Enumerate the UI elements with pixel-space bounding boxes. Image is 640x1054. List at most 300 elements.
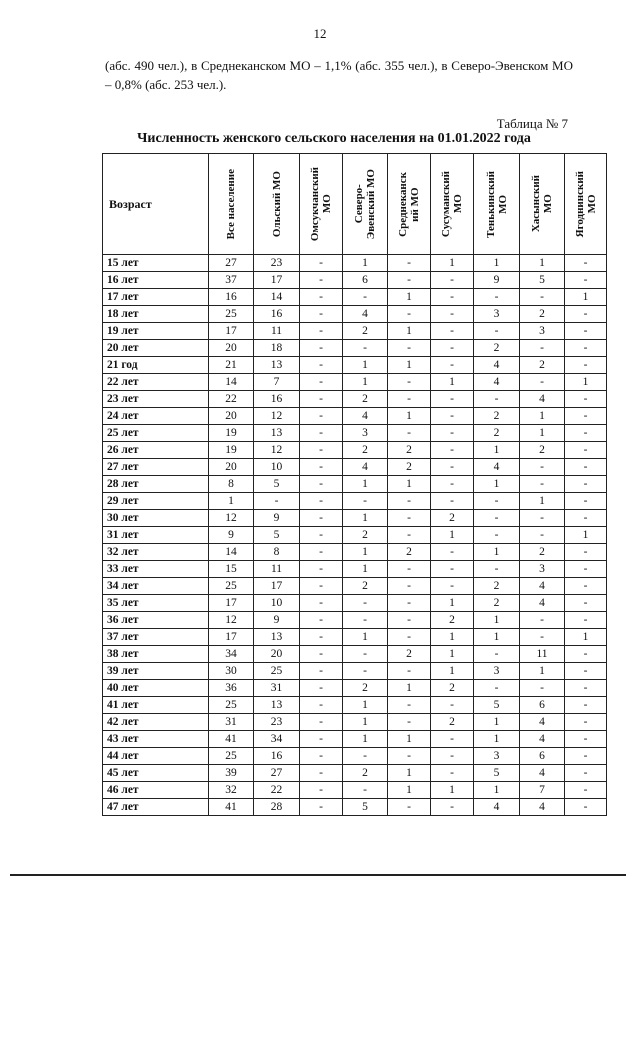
value-cell: 25 — [209, 578, 254, 595]
value-cell: - — [300, 629, 343, 646]
value-cell: - — [388, 527, 431, 544]
value-cell: 17 — [254, 578, 300, 595]
value-cell: 1 — [388, 731, 431, 748]
age-cell: 32 лет — [103, 544, 209, 561]
value-cell: - — [474, 289, 520, 306]
age-cell: 46 лет — [103, 782, 209, 799]
value-cell: - — [343, 340, 388, 357]
value-cell: - — [565, 306, 607, 323]
table-row — [103, 527, 607, 544]
value-cell: 22 — [254, 782, 300, 799]
value-cell: 25 — [209, 697, 254, 714]
value-cell: 1 — [388, 476, 431, 493]
value-cell: 3 — [474, 663, 520, 680]
value-cell: - — [565, 357, 607, 374]
table-row — [103, 663, 607, 680]
value-cell: - — [300, 357, 343, 374]
value-cell: - — [431, 289, 474, 306]
value-cell: 1 — [343, 374, 388, 391]
table-row — [103, 255, 607, 272]
value-cell: - — [565, 578, 607, 595]
value-cell: - — [565, 799, 607, 816]
value-cell: 17 — [209, 595, 254, 612]
value-cell: - — [388, 663, 431, 680]
age-cell: 18 лет — [103, 306, 209, 323]
value-cell: 1 — [474, 782, 520, 799]
value-cell: 11 — [254, 561, 300, 578]
value-cell: 2 — [431, 680, 474, 697]
value-cell: - — [388, 578, 431, 595]
value-cell: - — [565, 510, 607, 527]
value-cell: 1 — [431, 646, 474, 663]
value-cell: - — [343, 663, 388, 680]
value-cell: 1 — [565, 289, 607, 306]
value-cell: 2 — [520, 544, 565, 561]
population-table — [102, 153, 607, 816]
value-cell: 36 — [209, 680, 254, 697]
table-row — [103, 714, 607, 731]
value-cell: 1 — [474, 544, 520, 561]
value-cell: 4 — [474, 374, 520, 391]
value-cell: - — [300, 323, 343, 340]
value-cell: 20 — [209, 340, 254, 357]
value-cell: - — [388, 748, 431, 765]
value-cell: 16 — [254, 306, 300, 323]
value-cell: 13 — [254, 697, 300, 714]
value-cell: 16 — [254, 391, 300, 408]
value-cell: - — [300, 697, 343, 714]
value-cell: 28 — [254, 799, 300, 816]
value-cell: - — [431, 357, 474, 374]
value-cell: 14 — [209, 544, 254, 561]
value-cell: - — [300, 612, 343, 629]
value-cell: - — [388, 272, 431, 289]
value-cell: 3 — [474, 748, 520, 765]
value-cell: - — [520, 527, 565, 544]
column-header-olsky: Ольский МО — [254, 154, 300, 255]
age-cell: 17 лет — [103, 289, 209, 306]
value-cell: 1 — [474, 476, 520, 493]
value-cell: 9 — [209, 527, 254, 544]
table-row — [103, 323, 607, 340]
value-cell: 12 — [254, 408, 300, 425]
column-header-tenkinsky: Тенькинский МО — [474, 154, 520, 255]
value-cell: 12 — [254, 442, 300, 459]
table-body — [103, 255, 607, 816]
value-cell: - — [431, 731, 474, 748]
value-cell: - — [300, 391, 343, 408]
value-cell: - — [431, 391, 474, 408]
age-cell: 44 лет — [103, 748, 209, 765]
value-cell: 2 — [431, 612, 474, 629]
age-cell: 25 лет — [103, 425, 209, 442]
value-cell: - — [300, 765, 343, 782]
value-cell: - — [565, 595, 607, 612]
value-cell: 20 — [254, 646, 300, 663]
column-header-age: Возраст — [103, 154, 209, 255]
value-cell: - — [343, 646, 388, 663]
value-cell: 5 — [474, 765, 520, 782]
age-cell: 26 лет — [103, 442, 209, 459]
value-cell: 1 — [565, 527, 607, 544]
age-cell: 21 год — [103, 357, 209, 374]
value-cell: 41 — [209, 731, 254, 748]
value-cell: 1 — [388, 357, 431, 374]
value-cell: 2 — [431, 714, 474, 731]
body-paragraph: (абс. 490 чел.), в Среднеканском МО – 1,1% (абс. 355 чел.), в Северо-Эвенском МО – 0,8% (абс. 253 чел.). — [105, 58, 573, 92]
value-cell: - — [474, 680, 520, 697]
value-cell: - — [565, 731, 607, 748]
value-cell: 1 — [343, 561, 388, 578]
value-cell: - — [343, 289, 388, 306]
value-cell: 32 — [209, 782, 254, 799]
value-cell: 1 — [520, 425, 565, 442]
age-cell: 45 лет — [103, 765, 209, 782]
value-cell: 5 — [343, 799, 388, 816]
table-row — [103, 340, 607, 357]
value-cell: 1 — [388, 289, 431, 306]
value-cell: 11 — [254, 323, 300, 340]
value-cell: 2 — [431, 510, 474, 527]
value-cell: 1 — [343, 255, 388, 272]
value-cell: 6 — [520, 697, 565, 714]
value-cell: - — [300, 561, 343, 578]
value-cell: - — [520, 680, 565, 697]
table-row — [103, 765, 607, 782]
value-cell: 2 — [343, 323, 388, 340]
table-row — [103, 408, 607, 425]
value-cell: 17 — [209, 323, 254, 340]
value-cell: 34 — [209, 646, 254, 663]
value-cell: 2 — [343, 765, 388, 782]
value-cell: - — [565, 663, 607, 680]
value-cell: - — [388, 612, 431, 629]
value-cell: - — [388, 714, 431, 731]
age-cell: 23 лет — [103, 391, 209, 408]
table-row — [103, 289, 607, 306]
age-cell: 36 лет — [103, 612, 209, 629]
value-cell: - — [565, 697, 607, 714]
value-cell: 1 — [565, 629, 607, 646]
value-cell: 2 — [343, 442, 388, 459]
table-row — [103, 493, 607, 510]
value-cell: 41 — [209, 799, 254, 816]
value-cell: 2 — [520, 357, 565, 374]
value-cell: - — [565, 748, 607, 765]
value-cell: 1 — [388, 765, 431, 782]
value-cell: - — [565, 255, 607, 272]
value-cell: 1 — [431, 782, 474, 799]
table-row — [103, 646, 607, 663]
value-cell: 1 — [520, 493, 565, 510]
value-cell: 17 — [254, 272, 300, 289]
value-cell: - — [300, 646, 343, 663]
value-cell: - — [565, 612, 607, 629]
value-cell: - — [388, 697, 431, 714]
value-cell: - — [431, 799, 474, 816]
value-cell: - — [431, 442, 474, 459]
table-header-row — [103, 154, 607, 255]
value-cell: - — [431, 765, 474, 782]
value-cell: - — [520, 289, 565, 306]
value-cell: - — [474, 323, 520, 340]
value-cell: - — [300, 663, 343, 680]
value-cell: - — [565, 765, 607, 782]
column-header-total: Все население — [209, 154, 254, 255]
value-cell: 3 — [474, 306, 520, 323]
value-cell: - — [300, 578, 343, 595]
age-cell: 39 лет — [103, 663, 209, 680]
value-cell: 27 — [254, 765, 300, 782]
value-cell: 27 — [209, 255, 254, 272]
column-header-yagodninsky: Ягоднинский МО — [565, 154, 607, 255]
value-cell: - — [520, 459, 565, 476]
value-cell: - — [431, 697, 474, 714]
value-cell: - — [474, 561, 520, 578]
value-cell: - — [565, 425, 607, 442]
age-cell: 20 лет — [103, 340, 209, 357]
value-cell: 25 — [209, 306, 254, 323]
value-cell: 2 — [388, 442, 431, 459]
value-cell: 9 — [254, 510, 300, 527]
value-cell: - — [300, 408, 343, 425]
table-row — [103, 782, 607, 799]
value-cell: 1 — [474, 731, 520, 748]
value-cell: - — [300, 272, 343, 289]
value-cell: 14 — [209, 374, 254, 391]
table-label: Таблица № 7 — [496, 116, 568, 131]
value-cell: 1 — [520, 408, 565, 425]
value-cell: 1 — [520, 255, 565, 272]
value-cell: 3 — [343, 425, 388, 442]
value-cell: - — [520, 629, 565, 646]
value-cell: - — [388, 595, 431, 612]
value-cell: 2 — [474, 578, 520, 595]
age-cell: 37 лет — [103, 629, 209, 646]
age-cell: 41 лет — [103, 697, 209, 714]
age-cell: 33 лет — [103, 561, 209, 578]
value-cell: - — [474, 646, 520, 663]
value-cell: 3 — [520, 323, 565, 340]
value-cell: - — [388, 799, 431, 816]
value-cell: - — [474, 391, 520, 408]
table-row — [103, 306, 607, 323]
value-cell: 2 — [343, 527, 388, 544]
age-cell: 42 лет — [103, 714, 209, 731]
table-row — [103, 629, 607, 646]
value-cell: 4 — [520, 595, 565, 612]
value-cell: - — [300, 595, 343, 612]
value-cell: 1 — [431, 595, 474, 612]
value-cell: 16 — [209, 289, 254, 306]
page-number: 12 — [313, 26, 327, 41]
value-cell: 4 — [343, 408, 388, 425]
value-cell: 1 — [431, 527, 474, 544]
value-cell: - — [388, 561, 431, 578]
value-cell: 1 — [343, 697, 388, 714]
age-cell: 29 лет — [103, 493, 209, 510]
age-cell: 22 лет — [103, 374, 209, 391]
age-cell: 27 лет — [103, 459, 209, 476]
value-cell: - — [388, 493, 431, 510]
value-cell: - — [565, 459, 607, 476]
table-row — [103, 578, 607, 595]
value-cell: 11 — [520, 646, 565, 663]
value-cell: 5 — [254, 476, 300, 493]
column-header-susumansky: Сусуманский МО — [431, 154, 474, 255]
table-row — [103, 544, 607, 561]
value-cell: 21 — [209, 357, 254, 374]
value-cell: 5 — [254, 527, 300, 544]
value-cell: 6 — [343, 272, 388, 289]
value-cell: 1 — [343, 714, 388, 731]
value-cell: 8 — [209, 476, 254, 493]
value-cell: 14 — [254, 289, 300, 306]
value-cell: 2 — [388, 544, 431, 561]
table-row — [103, 425, 607, 442]
value-cell: 1 — [431, 629, 474, 646]
value-cell: 4 — [520, 391, 565, 408]
value-cell: - — [300, 493, 343, 510]
value-cell: 4 — [474, 357, 520, 374]
value-cell: 18 — [254, 340, 300, 357]
value-cell: - — [343, 493, 388, 510]
table-row — [103, 459, 607, 476]
table-row — [103, 374, 607, 391]
value-cell: - — [520, 510, 565, 527]
value-cell: - — [254, 493, 300, 510]
table-row — [103, 476, 607, 493]
value-cell: 2 — [343, 391, 388, 408]
value-cell: 1 — [474, 612, 520, 629]
value-cell: - — [388, 510, 431, 527]
value-cell: 12 — [209, 510, 254, 527]
value-cell: - — [300, 680, 343, 697]
value-cell: 2 — [520, 306, 565, 323]
value-cell: - — [565, 442, 607, 459]
age-cell: 30 лет — [103, 510, 209, 527]
value-cell: 9 — [254, 612, 300, 629]
value-cell: 1 — [343, 629, 388, 646]
value-cell: 31 — [209, 714, 254, 731]
value-cell: 1 — [343, 544, 388, 561]
value-cell: 4 — [520, 765, 565, 782]
value-cell: - — [388, 255, 431, 272]
value-cell: 1 — [474, 255, 520, 272]
value-cell: 4 — [474, 459, 520, 476]
value-cell: - — [474, 510, 520, 527]
value-cell: 4 — [343, 459, 388, 476]
value-cell: 34 — [254, 731, 300, 748]
value-cell: 5 — [474, 697, 520, 714]
value-cell: - — [431, 306, 474, 323]
value-cell: 1 — [388, 323, 431, 340]
value-cell: - — [431, 272, 474, 289]
value-cell: 39 — [209, 765, 254, 782]
value-cell: 13 — [254, 357, 300, 374]
column-header-severo-evensky: Северо- Эвенский МО — [343, 154, 388, 255]
value-cell: - — [565, 646, 607, 663]
age-cell: 35 лет — [103, 595, 209, 612]
value-cell: 30 — [209, 663, 254, 680]
value-cell: 2 — [474, 425, 520, 442]
value-cell: 13 — [254, 425, 300, 442]
value-cell: - — [300, 799, 343, 816]
table-row — [103, 595, 607, 612]
value-cell: 2 — [520, 442, 565, 459]
value-cell: - — [388, 425, 431, 442]
value-cell: - — [565, 544, 607, 561]
value-cell: - — [300, 459, 343, 476]
value-cell: 4 — [520, 799, 565, 816]
value-cell: - — [300, 425, 343, 442]
value-cell: - — [300, 442, 343, 459]
value-cell: 2 — [474, 408, 520, 425]
age-cell: 38 лет — [103, 646, 209, 663]
table-title: Численность женского сельского населения на 01.01.2022 года — [137, 131, 531, 146]
value-cell: - — [431, 425, 474, 442]
value-cell: - — [565, 391, 607, 408]
value-cell: 1 — [520, 663, 565, 680]
age-cell: 31 лет — [103, 527, 209, 544]
table-row — [103, 561, 607, 578]
value-cell: - — [565, 408, 607, 425]
value-cell: - — [431, 323, 474, 340]
value-cell: - — [300, 748, 343, 765]
value-cell: - — [300, 731, 343, 748]
value-cell: - — [565, 493, 607, 510]
value-cell: 10 — [254, 595, 300, 612]
value-cell: 8 — [254, 544, 300, 561]
value-cell: - — [431, 459, 474, 476]
value-cell: 7 — [520, 782, 565, 799]
value-cell: 25 — [254, 663, 300, 680]
value-cell: 4 — [520, 714, 565, 731]
value-cell: - — [300, 374, 343, 391]
value-cell: - — [431, 561, 474, 578]
table-row — [103, 442, 607, 459]
value-cell: - — [431, 748, 474, 765]
value-cell: - — [388, 391, 431, 408]
value-cell: 9 — [474, 272, 520, 289]
value-cell: 17 — [209, 629, 254, 646]
value-cell: 23 — [254, 255, 300, 272]
value-cell: - — [300, 255, 343, 272]
value-cell: - — [300, 340, 343, 357]
value-cell: 5 — [520, 272, 565, 289]
age-cell: 47 лет — [103, 799, 209, 816]
value-cell: - — [520, 476, 565, 493]
table-row — [103, 799, 607, 816]
value-cell: - — [474, 527, 520, 544]
value-cell: 37 — [209, 272, 254, 289]
value-cell: - — [300, 306, 343, 323]
value-cell: - — [343, 782, 388, 799]
value-cell: - — [388, 306, 431, 323]
value-cell: - — [520, 612, 565, 629]
column-header-srednekansky: Среднеканск ий МО — [388, 154, 431, 255]
value-cell: 1 — [474, 442, 520, 459]
table-row — [103, 391, 607, 408]
value-cell: 20 — [209, 459, 254, 476]
age-cell: 34 лет — [103, 578, 209, 595]
value-cell: 1 — [431, 663, 474, 680]
value-cell: 1 — [343, 476, 388, 493]
age-cell: 24 лет — [103, 408, 209, 425]
value-cell: 7 — [254, 374, 300, 391]
value-cell: - — [431, 578, 474, 595]
age-cell: 19 лет — [103, 323, 209, 340]
